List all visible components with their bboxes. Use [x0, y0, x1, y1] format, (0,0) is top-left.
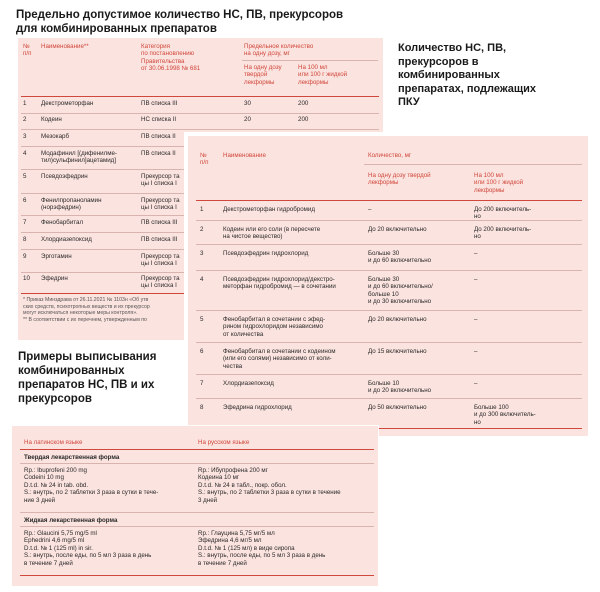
- t2-r2-liquid: До 200 включитель- но: [474, 226, 532, 241]
- t2-header-liquid: На 100 мл или 100 г жидкой лекформы: [474, 172, 524, 194]
- t1-header-name: Наименование**: [41, 43, 89, 50]
- t2-r4-name: Псевдоэфедрин гидрохлорид/декстро- меторфан гидробромид — в сочетании: [223, 276, 336, 291]
- t2-r7-name: Хлордиазепоксид: [223, 380, 274, 387]
- t2-r2-num: 2: [200, 226, 204, 233]
- t1-r10-num: 10: [23, 275, 30, 282]
- t2-r1-liquid: До 200 включитель- но: [474, 206, 532, 221]
- t3-solid-latin: Rp.: Ibuprofeni 200 mg Codeini 10 mg D.t.d. № 24 in tab. obd. S.: внутрь, по 2 таблетки 3 раза в сутки в тече- ние 3 дней: [24, 467, 159, 504]
- t1-r2-num: 2: [23, 116, 27, 123]
- t1-header-liquid: На 100 мл или 100 г жидкой лекформы: [298, 64, 348, 86]
- t2-r3-num: 3: [200, 250, 204, 257]
- t3-solid-russian: Rp.: Ибупрофена 200 мг Кодеина 10 мг D.t.d. № 24 в табл., покр. обол. S.: внутрь, по 2 таблетки 3 раза в сутки в течение 3 дней: [198, 467, 341, 504]
- examples-table: [12, 426, 378, 586]
- t1-header-limit: Предельное количество на одну дозу, мг: [244, 43, 314, 58]
- t1-r1-num: 1: [23, 100, 27, 107]
- t1-r1-liquid: 200: [298, 100, 309, 107]
- t3-solid-section: Твердая лекарственная форма: [24, 454, 120, 461]
- t2-r5-name: Фенобарбитал в сочетании с эфед- рином гидрохлоридом независимо от количества: [223, 316, 326, 338]
- t2-r4-solid: Больше 30 и до 60 включительно/ больше 10 и до 30 включительно: [368, 276, 433, 306]
- t3-header-russian: На русском языке: [198, 439, 250, 446]
- right-title: Количество НС, ПВ, прекурсоров в комбинированных препаратах, подлежащих ПКУ: [398, 42, 537, 108]
- t1-header-num: № п/п: [23, 43, 32, 58]
- t3-liquid-latin: Rp.: Glaucini 5,75 mg/5 ml Ephedrini 4,6 mg/5 ml D.t.d. № 1 (125 ml) in sir. S.: внутрь, после еды, по 5 мл 3 раза в день в течение 7 дней: [24, 530, 152, 567]
- t2-r3-solid: Больше 30 и до 60 включительно: [368, 250, 432, 265]
- t1-r1-name: Декстрометорфан: [41, 100, 94, 107]
- t2-r5-liquid: –: [474, 316, 478, 323]
- t2-r4-liquid: –: [474, 276, 478, 283]
- t2-r8-num: 8: [200, 404, 204, 411]
- t2-r6-solid: До 15 включительно: [368, 348, 427, 355]
- t1-r6-cat: Прекурсор та цы I списка I: [141, 197, 180, 212]
- t1-r6-name: Фенилпропаноламин (норэфедрин): [41, 197, 102, 212]
- t3-liquid-section: Жидкая лекарственная форма: [24, 517, 118, 524]
- t1-r8-cat: ПВ списка III: [141, 236, 178, 243]
- t1-footnote: * Приказ Минздрава от 26.11.2021 № 1103н «Об утв ских средств, психотропных веществ и их прекурсор могут исключаться некоторые меры контроля». ** В соответствии с их перечнем, утвержденным по: [23, 297, 150, 323]
- t1-r9-name: Эрготамин: [41, 253, 72, 260]
- t1-r2-solid: 20: [244, 116, 251, 123]
- t1-r4-num: 4: [23, 150, 27, 157]
- t1-r8-num: 8: [23, 236, 27, 243]
- t2-header-name: Наименование: [223, 152, 266, 159]
- t1-r10-name: Эфедрин: [41, 275, 68, 282]
- t1-r3-cat: ПВ списка II: [141, 133, 176, 140]
- t1-r1-solid: 30: [244, 100, 251, 107]
- t1-r5-num: 5: [23, 173, 27, 180]
- t2-r6-liquid: –: [474, 348, 478, 355]
- t2-r3-liquid: –: [474, 250, 478, 257]
- t2-r5-num: 5: [200, 316, 204, 323]
- t1-r10-cat: Прекурсор та цы I списка I: [141, 275, 180, 290]
- t2-header-num: № п/п: [200, 152, 209, 167]
- t2-r7-liquid: –: [474, 380, 478, 387]
- t2-r1-solid: –: [368, 206, 372, 213]
- t1-r3-num: 3: [23, 133, 27, 140]
- t2-r1-num: 1: [200, 206, 204, 213]
- t1-r2-liquid: 200: [298, 116, 309, 123]
- t1-r2-name: Кодеин: [41, 116, 62, 123]
- examples-title: Примеры выписывания комбинированных препаратов НС, ПВ и их прекурсоров: [18, 351, 157, 405]
- t1-r1-cat: ПВ списка III: [141, 100, 178, 107]
- t1-r7-cat: ПВ списка III: [141, 219, 178, 226]
- t1-r9-num: 9: [23, 253, 27, 260]
- pku-table: [188, 136, 588, 436]
- t1-header-category: Категория по постановлению Правительства от 30.06.1998 № 681: [141, 43, 201, 73]
- t1-r8-name: Хлордиазепоксид: [41, 236, 92, 243]
- t2-r7-num: 7: [200, 380, 204, 387]
- t2-r8-solid: До 50 включительно: [368, 404, 427, 411]
- t1-r4-name: Модафинил [(дифенилме- тил)сульфинил]ацетамид]: [41, 150, 117, 165]
- t1-r2-cat: НС списка II: [141, 116, 177, 123]
- t2-r5-solid: До 20 включительно: [368, 316, 427, 323]
- t2-r2-name: Кодеин или его соли (в пересчете на чистое вещество): [223, 226, 321, 241]
- t1-r6-num: 6: [23, 197, 27, 204]
- t2-header-qty: Количество, мг: [368, 152, 412, 159]
- t2-r7-solid: Больше 10 и до 20 включительно: [368, 380, 432, 395]
- t2-r8-name: Эфедрина гидрохлорид: [223, 404, 292, 411]
- t1-r9-cat: Прекурсор та цы I списка I: [141, 253, 180, 268]
- t1-r5-cat: Прекурсор та цы I списка I: [141, 173, 180, 188]
- t2-r8-liquid: Больше 100 и до 300 включитель- но: [474, 404, 536, 426]
- t2-r3-name: Псевдоэфедрин гидрохлорид: [223, 250, 309, 257]
- t2-header-solid: На одну дозу твердой лекформы: [368, 172, 431, 187]
- t2-r6-name: Фенобарбитал в сочетании с кодеином (или его солями) независимо от коли- чества: [223, 348, 336, 370]
- t2-r1-name: Декстрометорфан гидробромид: [223, 206, 315, 213]
- t1-r4-cat: ПВ списка II: [141, 150, 176, 157]
- t1-r7-num: 7: [23, 219, 27, 226]
- t1-r5-name: Псевдоэфедрин: [41, 173, 88, 180]
- t1-r7-name: Фенобарбитал: [41, 219, 84, 226]
- t3-liquid-russian: Rp.: Глауцина 5,75 мг/5 мл Эфедрина 4,6 мг/5 мл D.t.d. № 1 (125 мл) в виде сиропа S.: внутрь, после еды, по 5 мл 3 раза в день в течение 7 дней: [198, 530, 326, 567]
- left-title: Предельно допустимое количество НС, ПВ, прекурсоров для комбинированных препаратов: [16, 9, 344, 35]
- t2-r4-num: 4: [200, 276, 204, 283]
- t1-r3-name: Мезокарб: [41, 133, 70, 140]
- t3-header-latin: На латинском языке: [24, 439, 83, 446]
- t2-r2-solid: До 20 включительно: [368, 226, 427, 233]
- t2-r6-num: 6: [200, 348, 204, 355]
- t1-header-solid: На одну дозу твердой лекформы: [244, 64, 282, 86]
